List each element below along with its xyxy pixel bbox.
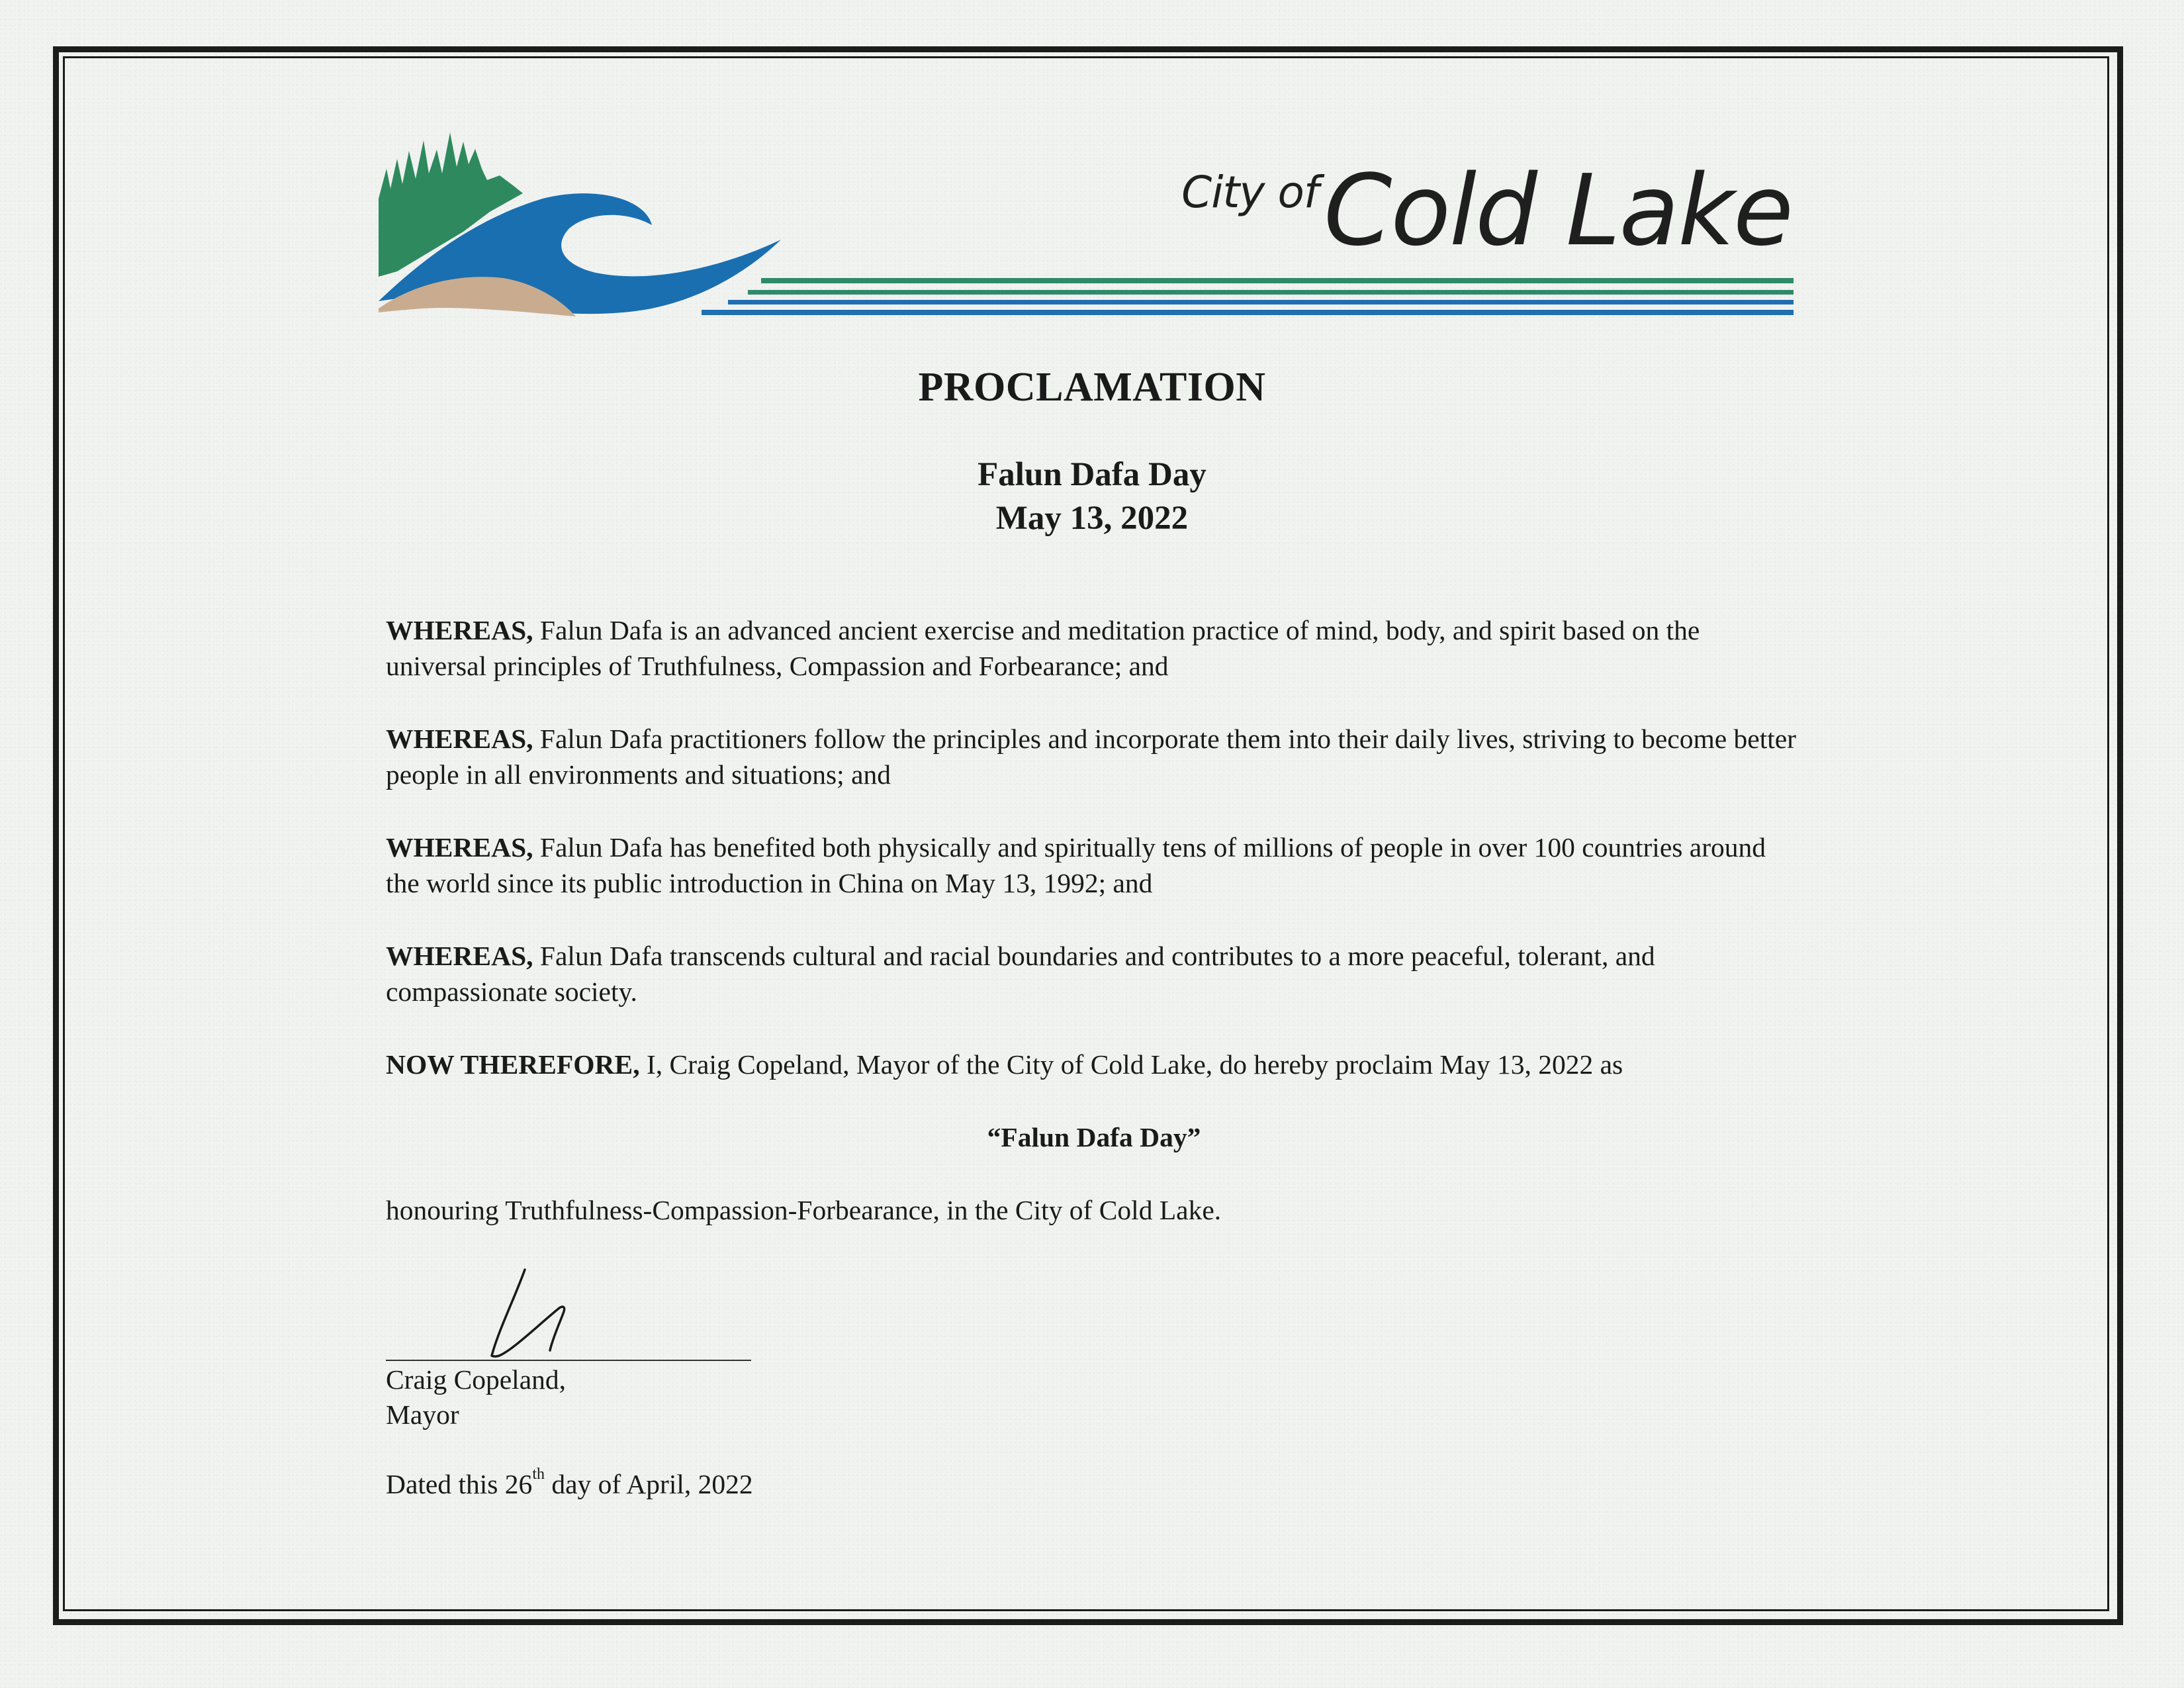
whereas-text: Falun Dafa transcends cultural and racial boundaries and contributes to a more peaceful, tolerant, and compassionate society.: [386, 941, 1655, 1007]
whereas-paragraph: [386, 721, 1802, 792]
city-logo: [0, 0, 2184, 344]
whereas-text: Falun Dafa is an advanced ancient exercise and meditation practice of mind, body, and spirit based on the universal principles of Truthfulness, Compassion and Forbearance; and: [386, 615, 1700, 681]
dated-suffix: day of April, 2022: [544, 1469, 753, 1499]
whereas-lead: WHEREAS,: [386, 615, 533, 645]
signature-line: [386, 1360, 751, 1361]
proclamation-body: [386, 612, 1802, 1265]
dated-ordinal: th: [532, 1466, 545, 1483]
now-therefore-paragraph: [386, 1047, 1802, 1082]
whereas-lead: WHEREAS,: [386, 724, 533, 754]
mayor-signature: [386, 1244, 756, 1364]
signer-block: [386, 1362, 566, 1432]
closing-line: honouring Truthfulness-Compassion-Forbearance, in the City of Cold Lake.: [386, 1195, 1222, 1225]
whereas-paragraph: [386, 938, 1802, 1009]
wordmark-cold-lake: Cold Lake: [1324, 154, 1792, 267]
whereas-text: Falun Dafa practitioners follow the principles and incorporate them into their daily lives, striving to become better people in all environments and situations; and: [386, 724, 1796, 790]
whereas-lead: WHEREAS,: [386, 941, 533, 971]
city-wordmark: [1181, 154, 1792, 267]
stripe-green-top: [761, 278, 1794, 283]
proclaimed-day: “Falun Dafa Day”: [987, 1122, 1201, 1152]
dated-prefix: Dated this 26: [386, 1469, 533, 1499]
stripe-blue-mid: [728, 300, 1794, 305]
dated-line: [386, 1468, 753, 1500]
document-title: PROCLAMATION: [918, 365, 1266, 410]
stripe-blue-bottom: [702, 310, 1794, 315]
signer-name: Craig Copeland,: [386, 1364, 566, 1395]
document-date: May 13, 2022: [995, 500, 1189, 537]
whereas-text: Falun Dafa has benefited both physically and spiritually tens of millions of people in over 100 countries around the world since its public introduction in China on May 13, 1992; and: [386, 832, 1766, 898]
whereas-paragraph: [386, 829, 1802, 901]
signer-title: Mayor: [386, 1399, 459, 1430]
now-therefore-text: I, Craig Copeland, Mayor of the City of Cold Lake, do hereby proclaim May 13, 2022 as: [639, 1049, 1623, 1080]
document-subtitle: Falun Dafa Day: [978, 456, 1206, 493]
wordmark-city-of: City of: [1181, 167, 1319, 218]
now-therefore-lead: NOW THEREFORE,: [386, 1049, 640, 1080]
stripe-green-mid: [748, 290, 1794, 295]
whereas-paragraph: [386, 612, 1802, 684]
whereas-lead: WHEREAS,: [386, 832, 533, 863]
